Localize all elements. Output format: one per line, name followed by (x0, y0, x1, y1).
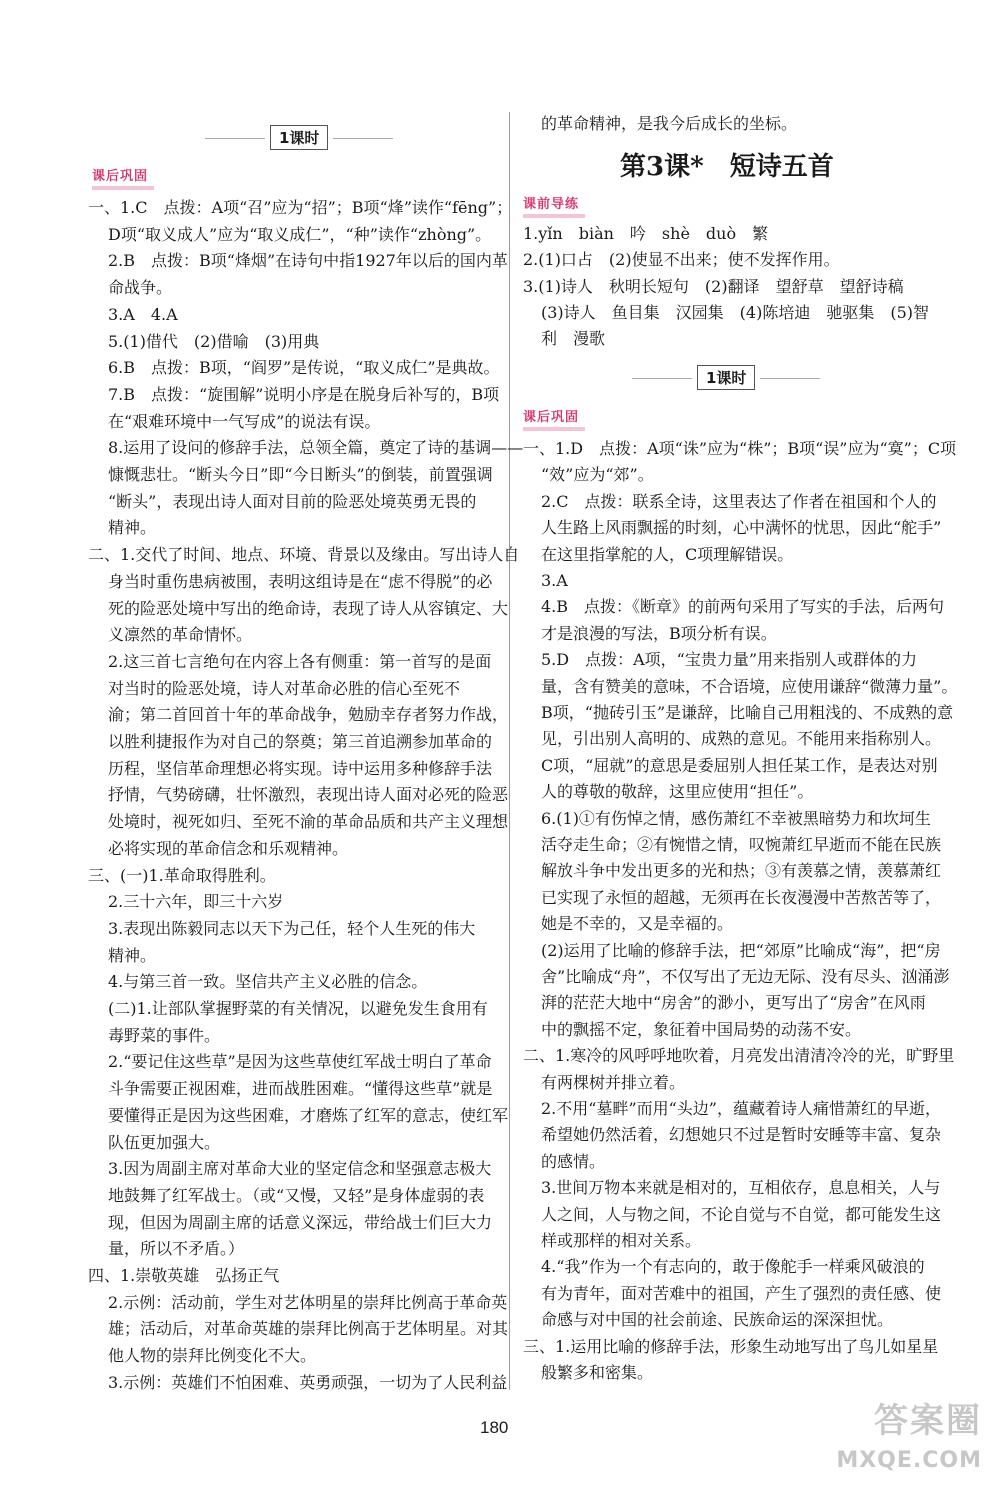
section-box-lesson-period: 1课时 (697, 365, 755, 390)
answer-line: 现，但因为周副主席的话意义深远，带给战士们巨大力 (108, 1212, 493, 1232)
answer-line: 5.D 点拨：A项，“宝贵力量”用来指别人或群体的力 (541, 650, 918, 670)
answer-line: C项，“屈就”的意思是委屈别人担任某工作，是表达对别 (541, 755, 938, 775)
answer-line: 活夺走生命；②有惋惜之情，叹惋萧红早逝而不能在民族 (541, 835, 942, 854)
answer-line: 她是不幸的，又是幸福的。 (541, 914, 734, 934)
answer-line: (2)运用了比喻的修辞手法，把“郊原”比喻成“海”，把“房 (541, 940, 941, 960)
answer-line: 的感情。 (541, 1151, 606, 1171)
answer-line: 希望她仍然活着，幻想她只不过是暂时安睡等丰富、复杂 (541, 1125, 942, 1145)
answer-line: 4.与第三首一致。坚信共产主义必胜的信念。 (108, 972, 428, 992)
answer-line: 才是浪漫的写法，B项分析有误。 (541, 623, 777, 643)
answer-line: 斗争需要正视困难，进而战胜困难。“懂得这些草”就是 (108, 1079, 493, 1099)
answer-line: 精神。 (108, 518, 157, 538)
answer-line: 历程，坚信革命理想必将实现。诗中运用多种修辞手法 (108, 758, 493, 778)
watermark-logo-text: 答案圈 (874, 1401, 982, 1441)
lesson-title: 第3课* 短诗五首 (620, 152, 834, 182)
answer-line: 二、1.寒冷的风呼呼地吹着，月亮发出清清冷冷的光，旷野里 (523, 1046, 955, 1066)
answer-line: 必将实现的革命信念和乐观精神。 (108, 838, 349, 858)
answer-line: 解放斗争中发出更多的光和热；③有羡慕之情，羡慕萧红 (541, 861, 942, 881)
answer-line: 8.运用了设问的修辞手法，总领全篇，奠定了诗的基调—— (108, 438, 524, 458)
answer-line: 人之间，人与物之间，不论自觉与不自觉，都可能发生这 (541, 1204, 942, 1224)
answer-line: 5.(1)借代 (2)借喻 (3)用典 (108, 331, 320, 351)
answer-line: 死的险恶处境中写出的绝命诗，表现了诗人从容镇定、大 (108, 598, 509, 618)
answer-line: 身当时重伤患病被围，表明这组诗是在“虑不得脱”的必 (108, 571, 493, 591)
answer-line: 湃的茫茫大地中“房舍”的渺小，更写出了“房舍”在风雨 (541, 993, 926, 1013)
section-tag-underline (92, 186, 154, 190)
answer-line: 3.A (541, 571, 568, 590)
section-tag-post-class: 课后巩固 (92, 169, 149, 184)
answer-line: 毒野菜的事件。 (108, 1025, 221, 1045)
answer-line: 要懂得正是因为这些困难，才磨炼了红军的意志，使红军 (108, 1105, 509, 1125)
answer-line: 3.A 4.A (108, 304, 178, 324)
answer-line: 有为青年，面对苦难中的祖国，产生了强烈的责任感、使 (541, 1283, 942, 1303)
answer-line: 三、(一)1.革命取得胜利。 (88, 865, 276, 885)
answer-line: “断头”，表现出诗人面对目前的险恶处境英勇无畏的 (108, 491, 477, 511)
pre-class-answer-line: 利 漫歌 (541, 329, 606, 348)
answer-line: B项，“抛砖引玉”是谦辞，比喻自己用粗浅的、不成熟的意 (541, 703, 954, 722)
section-tag-underline (523, 214, 585, 218)
answer-line: 3.世间万物本来就是相对的，互相依存，息息相关，人与 (541, 1178, 941, 1198)
answer-line: 量，含有赞美的意味，不合语境，应使用谦辞“微薄力量”。 (541, 676, 958, 696)
answer-line: 命战争。 (108, 278, 173, 298)
answer-line: 慷慨悲壮。“断头今日”即“今日断头”的倒装，前置强调 (108, 465, 493, 484)
answer-line: D项“取义成人”应为“取义成仁”，“种”读作“zhòng”。 (108, 224, 492, 244)
answer-line: 以胜利捷报作为对自己的祭奠；第三首追溯参加革命的 (108, 732, 493, 751)
answer-line: “效”应为“郊”。 (541, 465, 654, 485)
answer-line: 已实现了永恒的超越，无须再在长夜漫漫中苦熬苦等了， (541, 887, 942, 907)
answer-line: 中的飘摇不定，象征着中国局势的动荡不安。 (541, 1019, 862, 1039)
answer-line: 2.这三首七言绝句在内容上各有侧重：第一首写的是面 (108, 651, 492, 671)
answer-line: 他人物的崇拜比例变化不大。 (108, 1346, 317, 1366)
answer-line: 义凛然的革命情怀。 (108, 625, 253, 645)
answer-line: 2.C 点拨：联系全诗，这里表达了作者在祖国和个人的 (541, 491, 937, 511)
answer-line: 在“艰难环境中一气写成”的说法有误。 (108, 411, 381, 431)
answer-line: 3.因为周副主席对革命大业的坚定信念和坚强意志极大 (108, 1159, 492, 1179)
section-tag-post-class: 课后巩固 (523, 410, 580, 425)
pre-class-answer-line: 2.(1)口占 (2)使显不出来；使不发挥作用。 (523, 250, 840, 269)
section-tag-pre-class: 课前导练 (523, 197, 580, 212)
answer-line: 的革命精神，是我今后成长的坐标。 (541, 114, 798, 133)
answer-line: 三、1.运用比喻的修辞手法，形象生动地写出了鸟儿如星星 (523, 1336, 939, 1356)
answer-line: 四、1.崇敬英雄 弘扬正气 (88, 1266, 280, 1285)
answer-line: 人生路上风雨飘摇的时刻，心中满怀的忧思，因此“舵手” (541, 518, 942, 538)
answer-line: 队伍更加强大。 (108, 1132, 221, 1152)
answer-line: 样或那样的相对关系。 (541, 1231, 702, 1250)
answer-line: 在这里指掌舵的人，C项理解错误。 (541, 544, 794, 564)
answer-line: 精神。 (108, 945, 157, 965)
answer-line: 2.B 点拨：B项“烽烟”在诗句中指1927年以后的国内革 (108, 251, 508, 271)
answer-line: 一、1.C 点拨：A项“召”应为“招”；B项“烽”读作“fēng”； (88, 198, 513, 217)
section-tag-underline (523, 427, 585, 431)
answer-line: 抒情，气势磅礴，壮怀激烈，表现出诗人面对必死的险恶 (108, 785, 509, 805)
watermark (782, 1393, 982, 1473)
answer-line: 舍”比喻成“舟”，不仅写出了无边无际、没有尽头、汹涌澎 (541, 967, 950, 986)
answer-line: 3.表现出陈毅同志以天下为己任，轻个人生死的伟大 (108, 918, 476, 938)
answer-line: (二)1.让部队掌握野菜的有关情况，以避免发生食用有 (108, 999, 488, 1018)
answer-line: 量，所以不矛盾。） (108, 1239, 245, 1259)
answer-line: 3.示例：英雄们不怕困难、英勇顽强，一切为了人民利益 (108, 1372, 508, 1392)
answer-line: 雄；活动后，对革命英雄的崇拜比例高于艺体明星。对其 (108, 1319, 509, 1339)
answer-line: 处境时，视死如归、至死不渝的革命品质和共产主义理想 (108, 812, 509, 832)
answer-line: 2.三十六年，即三十六岁 (108, 892, 284, 912)
answer-line: 见，引出别人高明的、成熟的意见。不能用来指称别人。 (541, 729, 942, 749)
answer-line: 2.不用“墓畔”而用“头边”，蕴藏着诗人痛惜萧红的早逝， (541, 1099, 941, 1118)
answer-line: 4.“我”作为一个有志向的，敢于像舵手一样乘风破浪的 (541, 1257, 925, 1277)
page-number: 180 (480, 1418, 509, 1437)
answer-line: 命感与对中国的社会前途、民族命运的深深担忧。 (541, 1310, 894, 1330)
answer-line: 对当时的险恶处境，诗人对革命必胜的信心至死不 (108, 678, 461, 698)
answer-line: 6.(1)①有伤悼之情，感伤萧红不幸被黑暗势力和坎坷生 (541, 808, 931, 828)
answer-line: 地鼓舞了红军战士。（或“又慢，又轻”是身体虚弱的表 (108, 1185, 485, 1205)
pre-class-answer-line: 3.(1)诗人 秋明长短句 (2)翻译 望舒草 望舒诗稿 (523, 277, 904, 296)
answer-line: 2.示例：活动前，学生对艺体明星的崇拜比例高于革命英 (108, 1292, 508, 1312)
answer-line: 般繁多和密集。 (541, 1363, 654, 1382)
section-box-lesson-period: 1课时 (270, 125, 328, 150)
answer-line: 人的尊敬的敬辞，这里应使用“担任”。 (541, 782, 814, 802)
watermark-url: MXQE.COM (836, 1448, 982, 1473)
answer-line: 4.B 点拨：《断章》的前两句采用了写实的手法，后两句 (541, 597, 945, 617)
answer-line: 7.B 点拨：“旋围解”说明小序是在脱身后补写的，B项 (108, 384, 500, 404)
answer-line: 6.B 点拨：B项，“阎罗”是传说，“取义成仁”是典故。 (108, 358, 500, 378)
answer-line: 2.“要记住这些草”是因为这些草使红军战士明白了革命 (108, 1052, 492, 1072)
column-divider (509, 112, 510, 1390)
answer-line: 有两棵树并排立着。 (541, 1072, 686, 1092)
pre-class-answer-line: (3)诗人 鱼目集 汉园集 (4)陈培迪 驰驱集 (5)智 (541, 303, 929, 322)
answer-line: 二、1.交代了时间、地点、环境、背景以及缘由。写出诗人自 (88, 545, 520, 565)
pre-class-answer-line: 1.yǐn biàn 吟 shè duò 繁 (523, 224, 769, 243)
answer-line: 一、1.D 点拨：A项“诛”应为“株”；B项“误”应为“寞”；C项 (523, 439, 957, 458)
answer-line: 渝；第二首回首十年的革命战争，勉励幸存者努力作战， (108, 705, 509, 725)
